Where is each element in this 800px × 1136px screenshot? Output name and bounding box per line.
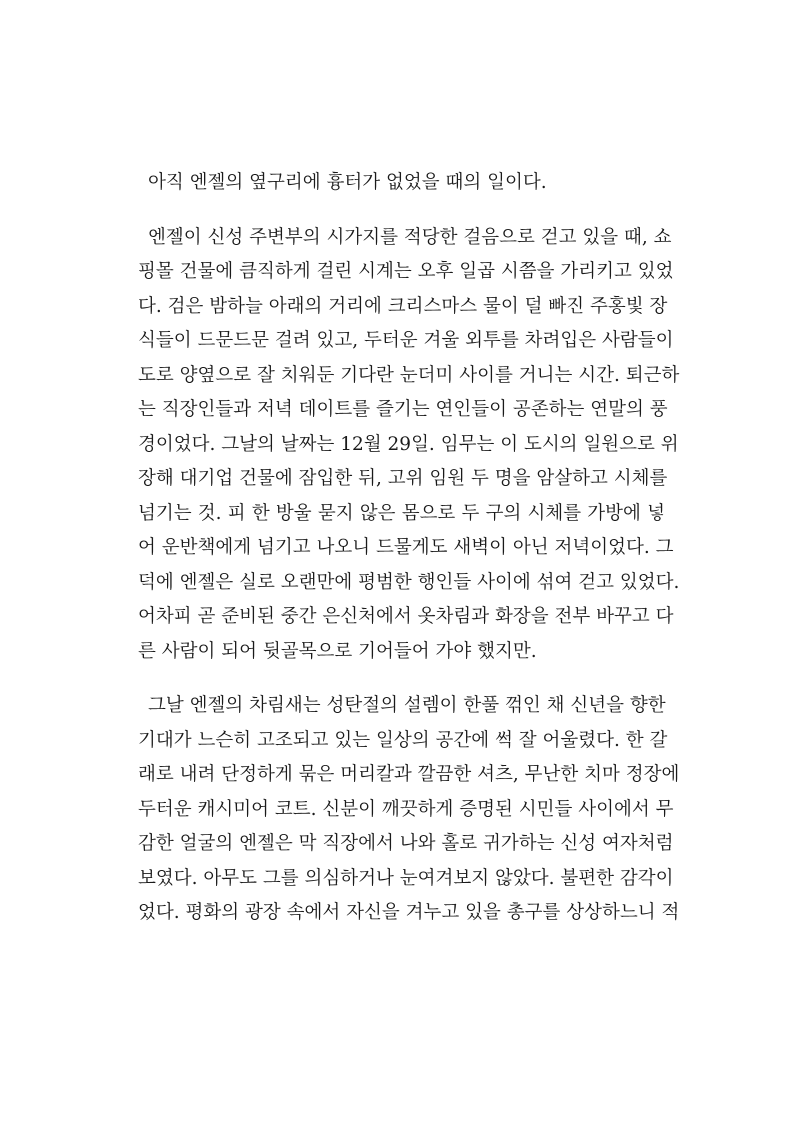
text-line: 는 직장인들과 저녁 데이트를 즐기는 연인들이 공존하는 연말의 풍: [138, 399, 668, 420]
text-line: 른 사람이 되어 뒷골목으로 기어들어 가야 했지만.: [138, 640, 537, 662]
text-body: [138, 166, 680, 951]
text-line: 장해 대기업 건물에 잠입한 뒤, 고위 임원 두 명을 암살하고 시체를: [138, 468, 668, 489]
text-line: 아직 엔젤의 옆구리에 흉터가 없었을 때의 일이다.: [148, 172, 547, 193]
text-line: 덕에 엔젤은 실로 오랜만에 평범한 행인들 사이에 섞여 걷고 있었다.: [138, 571, 680, 593]
text-line: 핑몰 건물에 큼직하게 걸린 시계는 오후 일곱 시쯤을 가리키고 있었: [138, 261, 674, 282]
text-line: 래로 내려 단정하게 묶은 머리칼과 깔끔한 셔츠, 무난한 치마 정장에: [138, 764, 680, 785]
text-line: 두터운 캐시미어 코트. 신분이 깨끗하게 증명된 시민들 사이에서 무: [138, 798, 674, 820]
text-line: 감한 얼굴의 엔젤은 막 직장에서 나와 홀로 귀가하는 신성 여자처럼: [138, 833, 674, 854]
text-line: 넘기는 것. 피 한 방울 묻지 않은 몸으로 두 구의 시체를 가방에 넣: [138, 502, 665, 524]
text-line: 도로 양옆으로 잘 치워둔 기다란 눈더미 사이를 거니는 시간. 퇴근하: [138, 364, 680, 386]
paragraph-2: [138, 221, 680, 670]
text-line: 다. 검은 밤하늘 아래의 거리에 크리스마스 물이 덜 빠진 주홍빛 장: [138, 295, 668, 317]
text-line: 그날 엔젤의 차림새는 성탄절의 설렘이 한풀 꺾인 채 신년을 향한: [148, 695, 666, 716]
text-line: 어차피 곧 준비된 중간 은신처에서 옷차림과 화장을 전부 바꾸고 다: [138, 606, 674, 627]
text-line: 경이었다. 그날의 날짜는 12월 29일. 임무는 이 도시의 일원으로 위: [138, 433, 679, 455]
text-line: 식들이 드문드문 걸려 있고, 두터운 겨울 외투를 차려입은 사람들이: [138, 330, 674, 351]
text-line: 보였다. 아무도 그를 의심하거나 눈여겨보지 않았다. 불편한 감각이: [138, 867, 674, 889]
text-line: 기대가 느슨히 고조되고 있는 일상의 공간에 썩 잘 어울렸다. 한 갈: [138, 729, 668, 751]
text-line: 어 운반책에게 넘기고 나오니 드물게도 새벽이 아닌 저녁이었다. 그: [138, 537, 674, 558]
text-line: 엔젤이 신성 주변부의 시가지를 적당한 걸음으로 걷고 있을 때, 쇼: [148, 226, 672, 248]
paragraph-3: [138, 689, 680, 931]
paragraph-1: [138, 166, 665, 201]
text-line: 었다. 평화의 광장 속에서 자신을 겨누고 있을 총구를 상상하느니 적: [138, 902, 680, 923]
